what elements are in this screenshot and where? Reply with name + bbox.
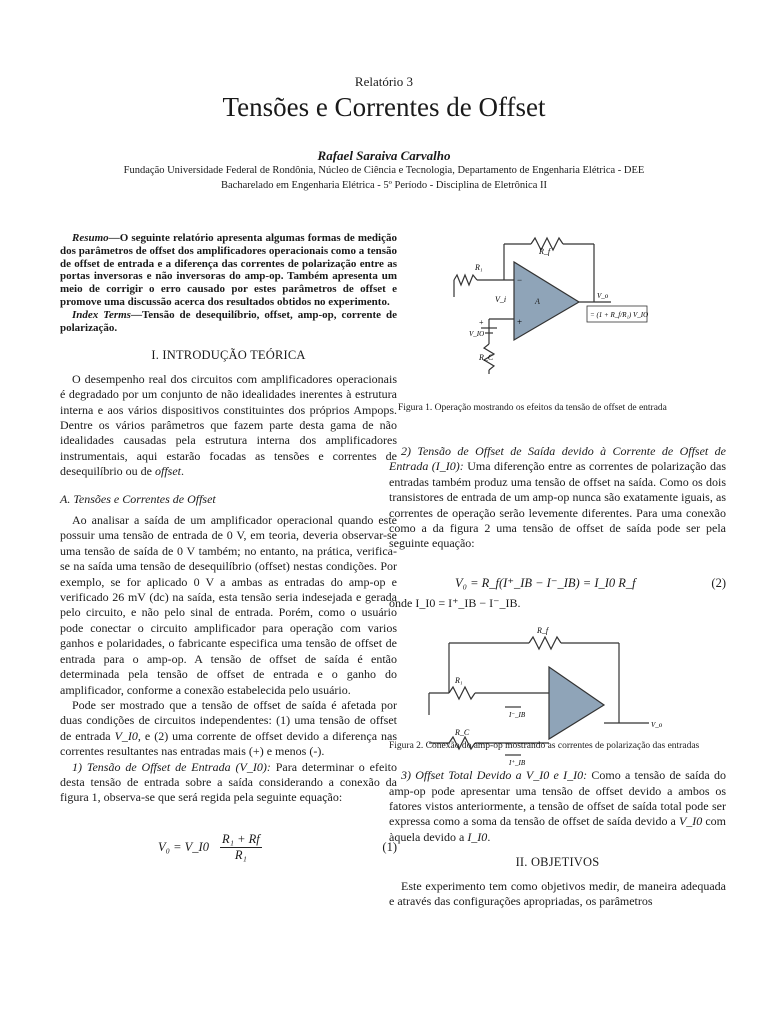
equation-1-fraction: $\frac{\text{R₁ + Rf}}{\text{R₁}}$ [222, 831, 260, 863]
figure-2-label-rc: R_C [455, 728, 470, 738]
section-2-paragraph-1: Este experimento tem como objetivos medir, de maneira adequada e através das configurações apropriadas, os parâmetros [389, 878, 726, 909]
equation-1-number: (1) [382, 839, 397, 854]
section-1-paragraph-1: O desempenho real dos circuitos com amplificadores operacionais é degradado por um conjunto de não idealidades inerentes à estrutura interna e aos vários dispositivos constituintes dos próprios Ampops. Dentre os vários parâmetros que fazem parte desta gama de não idealidades causadas pela estrutura interna dos amplificadores instrumentais, aqui estarão focadas as tensões e correntes de desequilíbrio ou de offset. [60, 371, 397, 479]
figure-2-opamp [549, 667, 604, 739]
equation-2-number: (2) [711, 575, 726, 590]
figure-1-circuit [389, 222, 709, 392]
figure-1-opamp [514, 262, 579, 340]
figure-2-caption: Figura 2. Conexão do amp-op mostrando as correntes de polarização das entradas [389, 741, 700, 752]
report-label: Relatório 3 [354, 74, 414, 89]
section-1-heading: I. INTRODUÇÃO TEÓRICA [151, 348, 306, 363]
figure-2-label-rf: R_f [537, 626, 549, 636]
section-1-paragraph-4: 1) Tensão de Offset de Entrada (V_I0): Para determinar o efeito desta tensão de entrada sobre a saída considerando a conexão da figura 1, observa-se que será regida pela seguinte equação: [60, 759, 397, 805]
figure-1-label-vio: V_IO [469, 330, 485, 338]
index-terms-text: —Tensão de desequilíbrio, offset, amp-op, corrente de polarização. [60, 308, 397, 334]
index-terms [60, 309, 397, 335]
figure-1-label-vi: V_i [495, 295, 507, 304]
figure-1-caption: Figura 1. Operação mostrando os efeitos da tensão de offset de entrada [398, 403, 667, 413]
equation-2-definition: onde I_I0 = I⁺_IB − I⁻_IB. [389, 595, 521, 610]
figure-1-label-vo: V_o [597, 292, 609, 300]
section-1-paragraph-2: Ao analisar a saída de um amplificador operacional quando este possuir uma tensão de entrada de 0 V, em teoria, deveria observar-se uma tensão de saída de 0 V também; no entanto, na prática, verifica-se na saída uma tensão de desequilíbrio (offset) nestas condições. Por exemplo, se for aplicado 0 V a ambas as entradas do amp-op e verificado 26 mV (dc) na saída, esta tensão seria indesejada e gerada pelo circuito, e não pelo sinal de entrada. Porém, como o usuário pode conectar o circuito amplificador para operação com varios ganhos e polaridades, o fabricante especifica uma tensão de offset de entrada para o amp-op. A tensão de offset de saída é então determinada pela tensão de offset de entrada e o ganho do amplificador, conforme a conexão estabelecida pelo usuário. [60, 513, 397, 697]
abstract-text: —O seguinte relatório apresenta algumas formas de medição dos parâmetros de offset dos amplificadores operacionais como a tensão de offset de entrada e a diferença das correntes de polarização entre as portas inversoras e não inversoras do amp-op. Também apresenta um meio de corrigir o erro causado por estes parâmetros de offset e promove uma discussão acerca dos resultados obtidos no experimento. [60, 232, 397, 308]
abstract-label: Resumo [72, 232, 109, 244]
figure-1-label-r1: R₁ [475, 263, 483, 272]
figure-2-label-iplus: I⁺_IB [509, 759, 526, 768]
figure-1-label-rf: R_f [539, 247, 551, 256]
abstract [60, 232, 397, 309]
figure-1 [389, 222, 709, 422]
equation-2 [389, 576, 726, 594]
subsection-a-heading: A. Tensões e Correntes de Offset [60, 491, 216, 506]
equation-1 [60, 832, 397, 866]
figure-1-plus: + [517, 317, 523, 327]
figure-2 [389, 615, 726, 768]
affiliation-line-1: Fundação Universidade Federal de Rondônia, Núcleo de Ciência e Tecnologia, Departamento de Engenharia Elétrica - DEE [123, 165, 645, 176]
affiliation-line-2: Bacharelado em Engenharia Elétrica - 5º Período - Disciplina de Eletrônica II [221, 180, 547, 191]
figure-1-battery-plus: + [479, 318, 484, 327]
figure-1-label-rc: R_C [479, 353, 494, 362]
right-column [389, 444, 726, 910]
section-1-paragraph-3: Pode ser mostrado que a tensão de offset de saída é afetada por duas condições de circuitos independentes: (1) uma tensão de offset de entrada V_I0, e (2) uma corrente de offset devido a diferença nas correntes resultantes nas entradas mais (+) e menos (-). [60, 697, 398, 759]
equation-2-body: V₀ = R_f(I⁺_IB − I⁻_IB) = I_I0 R_f [455, 575, 636, 590]
figure-1-formula: = (1 + R_f/R₁) V_IO [590, 311, 649, 319]
section-1-paragraph-5: 2) Tensão de Offset de Saída devido à Corrente de Offset de Entrada (I_I0): Uma diferenção entre as correntes de polarização das entradas também produz uma tensão de offset na saída. Como os dois transistores de entrada de um amp-op nunca são exatamente iguais, as correntes de operação serão levemente diferentes. Para uma conexão como a da figura 2 uma tensão de offset de saída pode ser pela seguinte equação: [389, 444, 726, 551]
section-2-heading: II. OBJETIVOS [515, 855, 600, 870]
equation-1-lhs: V₀ = V_I0 [158, 839, 209, 854]
left-column [60, 232, 397, 866]
figure-2-label-r1: R₁ [455, 676, 463, 686]
index-terms-label: Index Terms [72, 308, 131, 321]
figure-2-label-vo: V_o [651, 721, 663, 730]
section-1-paragraph-6: 3) Offset Total Devido a V_I0 e I_I0: Como a tensão de saída do amp-op pode apresentar uma tensão de offset devido a ambos os fatores vistos anteriormente, a tensão de offset de saída total pode ser expressa como a soma da tensão de offset de saída devido a V_I0 com àquela devido a I_I0. [389, 768, 727, 844]
figure-1-minus: − [517, 275, 523, 285]
figure-2-label-iminus: I⁻_IB [509, 711, 526, 720]
paper-title: Tensões e Correntes de Offset [222, 92, 546, 122]
author-name: Rafael Saraiva Carvalho [317, 148, 451, 163]
figure-1-label-a: A [535, 297, 540, 306]
